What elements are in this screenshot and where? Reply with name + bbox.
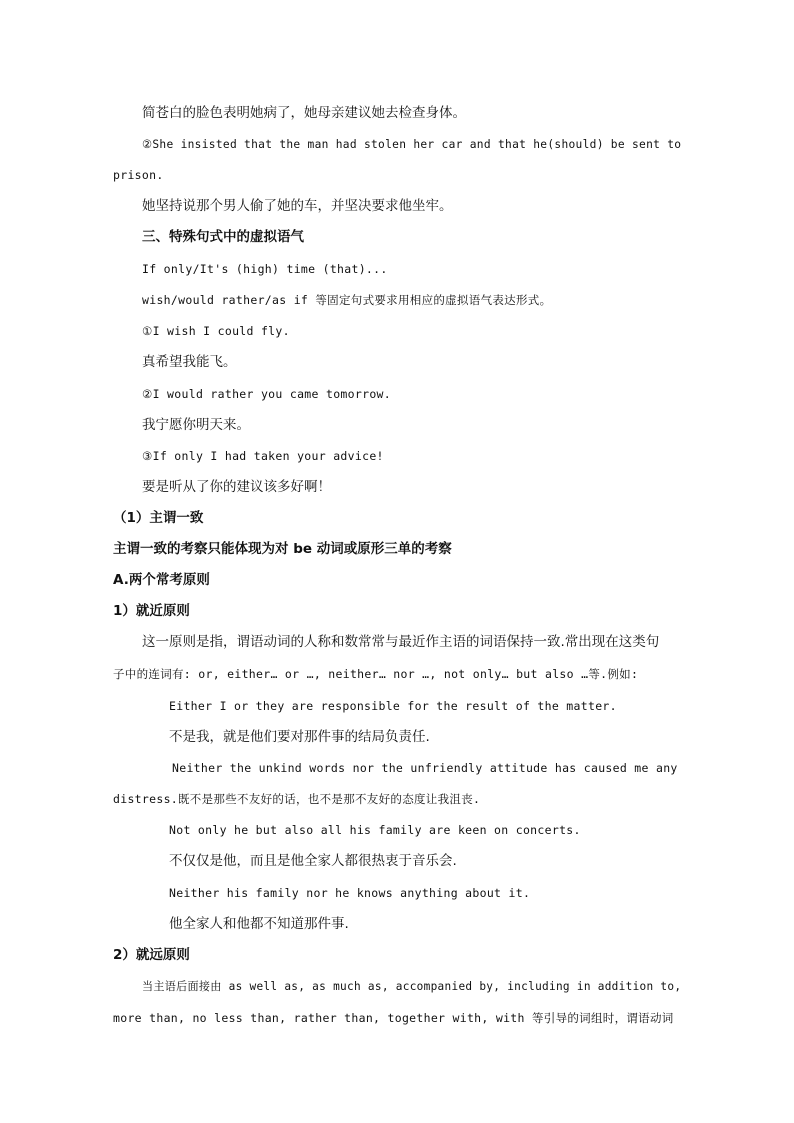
example-sentence: Neither his family nor he knows anything about it. [169, 886, 531, 900]
section-heading: 三、特殊句式中的虚拟语气 [142, 229, 304, 245]
example-sentence: ②She insisted that the man had stolen her car and that he(should) be sent to [142, 137, 682, 151]
translation-line: 不是我，就是他们要对那件事的结局负责任. [169, 729, 430, 745]
paragraph-line: 这一原则是指，谓语动词的人称和数常常与最近作主语的词语保持一致.常出现在这类句 [142, 634, 660, 650]
translation-line: 他全家人和他都不知道那件事. [169, 916, 349, 932]
section-heading: 主谓一致的考察只能体现为对 be 动词或原形三单的考察 [113, 541, 452, 557]
translation-line: 真希望我能飞。 [142, 354, 237, 370]
example-sentence: Either I or they are responsible for the result of the matter. [169, 699, 617, 713]
example-sentence: Not only he but also all his family are keen on concerts. [169, 823, 581, 837]
section-heading: （1）主谓一致 [113, 510, 204, 526]
text-line: wish/would rather/as if 等固定句式要求用相应的虚拟语气表达形式。 [142, 293, 552, 307]
paragraph-line: 子中的连词有: or, either… or …, neither… nor …, not only… but also …等.例如: [113, 667, 639, 681]
paragraph-line: more than, no less than, rather than, together with, with 等引导的词组时，谓语动词 [113, 1011, 674, 1025]
example-sentence: Neither the unkind words nor the unfriendly attitude has caused me any [172, 761, 678, 775]
example-sentence: ③If only I had taken your advice! [142, 449, 384, 463]
example-sentence: prison. [113, 168, 164, 182]
subsection-heading: A.两个常考原则 [113, 572, 210, 588]
translation-line: 她坚持说那个男人偷了她的车，并坚决要求他坐牢。 [142, 198, 453, 214]
translation-line: 我宁愿你明天来。 [142, 417, 250, 433]
translation-line: 要是听从了你的建议该多好啊！ [142, 479, 331, 495]
translation-line: 不仅仅是他，而且是他全家人都很热衷于音乐会. [169, 853, 457, 869]
example-sentence: ②I would rather you came tomorrow. [142, 387, 391, 401]
pattern-line: If only/It's (high) time (that)... [142, 262, 388, 276]
example-sentence: distress.既不是那些不友好的话，也不是那不友好的态度让我沮丧. [113, 792, 481, 806]
text-line: 简苍白的脸色表明她病了，她母亲建议她去检查身体。 [142, 105, 466, 121]
example-sentence: ①I wish I could fly. [142, 324, 290, 338]
subsection-heading: 2）就远原则 [113, 947, 190, 963]
paragraph-line: 当主语后面接由 as well as, as much as, accompanied by, including in addition to, [142, 979, 682, 993]
subsection-heading: 1）就近原则 [113, 603, 190, 619]
